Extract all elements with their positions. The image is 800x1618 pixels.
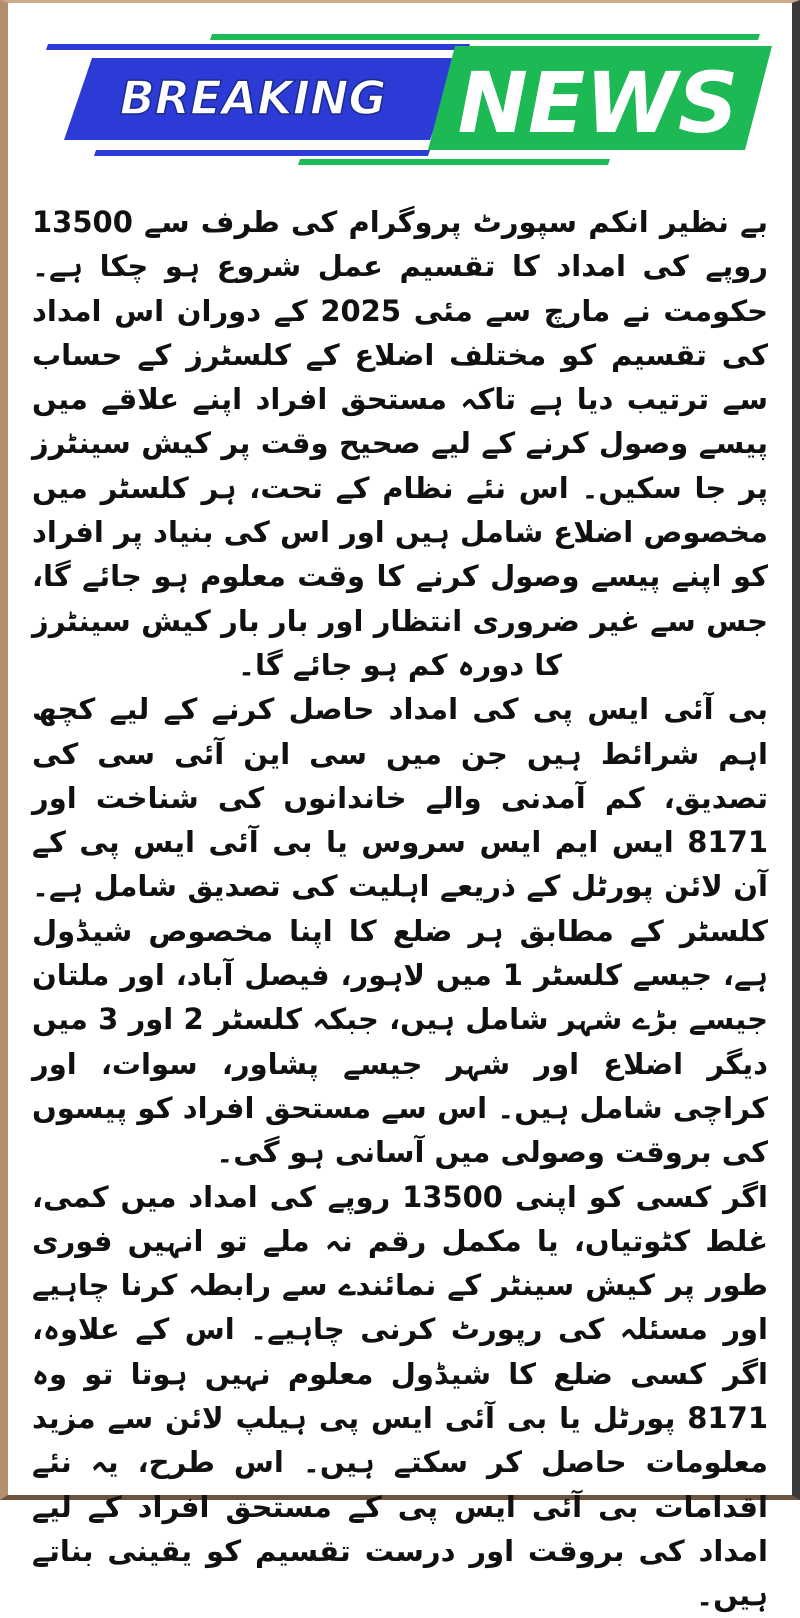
banner-top-stripe-blue bbox=[46, 44, 470, 50]
banner-bottom-stripe-green bbox=[298, 159, 610, 165]
news-label: NEWS bbox=[457, 54, 739, 152]
banner-top-stripe-green bbox=[210, 34, 760, 40]
breaking-label: BREAKING bbox=[119, 71, 387, 125]
breaking-news-banner bbox=[0, 0, 800, 190]
article-paragraph-3: اگر کسی کو اپنی 13500 روپے کی امداد میں کمی، غلط کٹوتیاں، یا مکمل رقم نہ ملے تو انہیں فوری طور پر کیش سینٹر کے نمائندے سے رابطہ کرنا چاہیے اور مسئلہ کی رپورٹ کرنی چاہیے۔ اس کے علاوہ، اگر کسی ضلع کا شیڈول معلوم نہیں ہوتا تو وہ 8171 پورٹل یا بی آئی ایس پی ہیلپ لائن سے مزید معلومات حاصل کر سکتے ہیں۔ اس طرح، یہ نئے اقدامات بی آئی ایس پی کے مستحق افراد کے لیے امداد کی بروقت اور درست تقسیم کو یقینی بناتے ہیں۔ bbox=[32, 1179, 768, 1613]
article-body bbox=[32, 200, 768, 1618]
article-paragraph-1: بے نظیر انکم سپورٹ پروگرام کی طرف سے 13500 روپے کی امداد کا تقسیم عمل شروع ہو چکا ہے۔ حکومت نے مارچ سے مئی 2025 کے دوران اس امداد کی تقسیم کو مختلف اضلاع کے کلسٹرز کے حساب سے ترتیب دیا ہے تاکہ مستحق افراد اپنے علاقے میں پیسے وصول کرنے کے لیے صحیح وقت پر کیش سینٹرز پر جا سکیں۔ اس نئے نظام کے تحت، ہر کلسٹر میں مخصوص اضلاع شامل ہیں اور اس کی بنیاد پر افراد کو اپنے پیسے وصول کرنے کا وقت معلوم ہو جائے گا، جس سے غیر ضروری انتظار اور بار بار کیش سینٹرز کا دورہ کم ہو جائے گا۔ bbox=[32, 205, 769, 682]
banner-bottom-stripe-blue bbox=[94, 150, 430, 156]
article-paragraph-2: بی آئی ایس پی کی امداد حاصل کرنے کے لیے کچھ اہم شرائط ہیں جن میں سی این آئی سی کی تصدیق، کم آمدنی والے خاندانوں کی شناخت اور 8171 ایس ایم ایس سروس یا بی آئی ایس پی کے آن لائن پورٹل کے ذریعے اہلیت کی تصدیق شامل ہے۔ کلسٹر کے مطابق ہر ضلع کا اپنا مخصوص شیڈول ہے، جیسے کلسٹر 1 میں لاہور، فیصل آباد، اور ملتان جیسے بڑے شہر شامل ہیں، جبکہ کلسٹر 2 اور 3 میں دیگر اضلاع اور شہر جیسے پشاور، سوات، اور کراچی شامل ہیں۔ اس سے مستحق افراد کو پیسوں کی بروقت وصولی میں آسانی ہو گی۔ bbox=[32, 692, 768, 1170]
